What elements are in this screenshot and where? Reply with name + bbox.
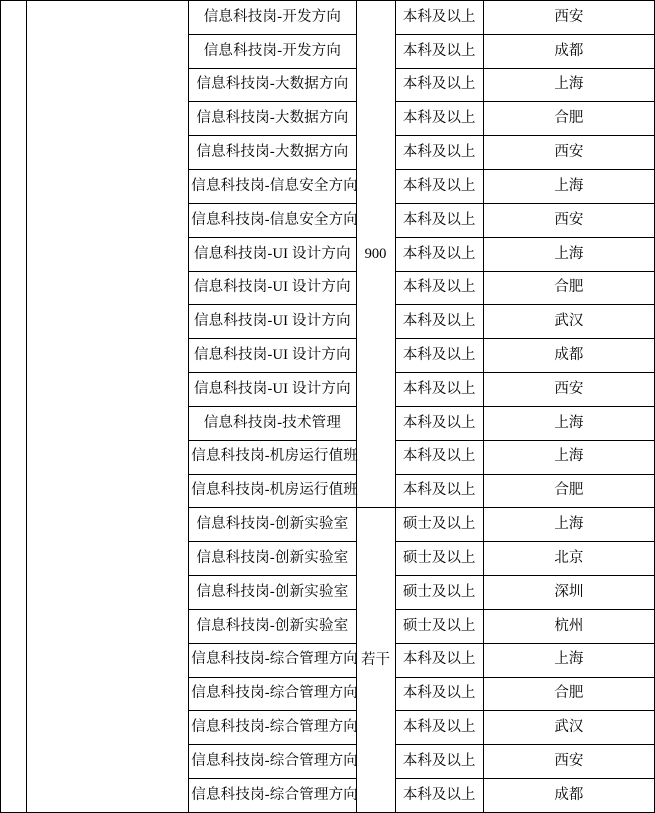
degree-requirement	[395, 576, 483, 610]
position-text: 信息科技岗-综合管理方向	[191, 719, 358, 736]
work-location	[483, 102, 654, 136]
position-text: 信息科技岗-开发方向	[203, 42, 342, 59]
position-name	[189, 576, 356, 610]
work-location	[483, 1, 654, 35]
degree-text: 本科及以上	[402, 279, 476, 296]
position-text: 信息科技岗-创新实验室	[196, 583, 349, 600]
work-location	[483, 339, 654, 373]
position-name	[189, 609, 356, 643]
blank-column-2	[27, 1, 189, 813]
degree-requirement	[395, 102, 483, 136]
city-text: 西安	[554, 144, 584, 161]
degree-requirement	[395, 68, 483, 102]
city-text: 上海	[554, 177, 584, 194]
degree-text: 硕士及以上	[402, 617, 476, 634]
city-text: 合肥	[554, 482, 584, 499]
position-text: 信息科技岗-创新实验室	[196, 617, 349, 634]
table-body	[1, 1, 655, 813]
position-text: 信息科技岗-UI 设计方向	[193, 347, 351, 363]
degree-requirement	[395, 643, 483, 677]
city-text: 深圳	[554, 583, 584, 600]
position-text: 信息科技岗-创新实验室	[196, 516, 349, 533]
city-text: 武汉	[554, 719, 584, 736]
position-name	[189, 711, 356, 745]
degree-requirement	[395, 136, 483, 170]
position-text: 信息科技岗-综合管理方向	[191, 786, 358, 803]
work-location	[483, 305, 654, 339]
degree-text: 本科及以上	[402, 685, 476, 702]
degree-text: 本科及以上	[402, 110, 476, 127]
position-text: 信息科技岗-大数据方向	[196, 144, 349, 161]
city-text: 上海	[554, 516, 584, 533]
work-location	[483, 271, 654, 305]
work-location	[483, 170, 654, 204]
headcount-ruogan	[356, 508, 395, 813]
degree-requirement	[395, 711, 483, 745]
degree-text: 硕士及以上	[402, 549, 476, 566]
work-location	[483, 406, 654, 440]
degree-text: 本科及以上	[402, 448, 476, 465]
degree-requirement	[395, 508, 483, 542]
degree-requirement	[395, 609, 483, 643]
degree-requirement	[395, 203, 483, 237]
position-name	[189, 271, 356, 305]
work-location	[483, 237, 654, 271]
position-name	[189, 203, 356, 237]
position-name	[189, 745, 356, 779]
degree-text: 本科及以上	[402, 752, 476, 769]
position-name	[189, 34, 356, 68]
degree-requirement	[395, 34, 483, 68]
position-name	[189, 677, 356, 711]
work-location	[483, 542, 654, 576]
degree-text: 本科及以上	[402, 144, 476, 161]
position-text: 信息科技岗-机房运行值班	[191, 482, 358, 499]
degree-text: 本科及以上	[402, 651, 476, 668]
position-name	[189, 508, 356, 542]
work-location	[483, 779, 654, 813]
city-text: 成都	[554, 42, 584, 59]
position-name	[189, 237, 356, 271]
degree-text: 本科及以上	[402, 719, 476, 736]
degree-requirement	[395, 474, 483, 508]
degree-text: 硕士及以上	[402, 583, 476, 600]
position-text: 信息科技岗-UI 设计方向	[193, 380, 351, 397]
position-text: 信息科技岗-机房运行值班	[191, 448, 358, 465]
position-name	[189, 102, 356, 136]
headcount-text: 900	[364, 245, 387, 262]
position-text: 信息科技岗-综合管理方向	[191, 752, 358, 769]
position-text: 信息科技岗-UI 设计方向	[193, 245, 351, 262]
blank-column-1	[1, 1, 27, 813]
city-text: 杭州	[554, 617, 584, 634]
degree-requirement	[395, 339, 483, 373]
position-name	[189, 305, 356, 339]
degree-text: 本科及以上	[402, 42, 476, 59]
work-location	[483, 203, 654, 237]
degree-text: 硕士及以上	[402, 516, 476, 533]
position-text: 信息科技岗-UI 设计方向	[193, 279, 351, 296]
degree-text: 本科及以上	[402, 211, 476, 228]
degree-requirement	[395, 170, 483, 204]
position-text: 信息科技岗-开发方向	[203, 8, 342, 25]
position-name	[189, 542, 356, 576]
work-location	[483, 474, 654, 508]
degree-requirement	[395, 406, 483, 440]
work-location	[483, 68, 654, 102]
position-name	[189, 339, 356, 373]
work-location	[483, 576, 654, 610]
position-text: 信息科技岗-技术管理	[203, 414, 342, 431]
city-text: 合肥	[554, 110, 584, 127]
city-text: 合肥	[554, 685, 584, 702]
work-location	[483, 373, 654, 407]
degree-text: 本科及以上	[402, 245, 476, 262]
headcount-text: 若干	[361, 651, 391, 668]
city-text: 西安	[554, 211, 584, 228]
city-text: 上海	[554, 414, 584, 431]
table-row	[1, 1, 655, 35]
degree-text: 本科及以上	[402, 414, 476, 431]
position-text: 信息科技岗-大数据方向	[196, 76, 349, 93]
city-text: 西安	[554, 8, 584, 25]
work-location	[483, 745, 654, 779]
position-name	[189, 474, 356, 508]
degree-requirement	[395, 373, 483, 407]
position-name	[189, 136, 356, 170]
city-text: 成都	[554, 347, 584, 363]
headcount-900	[356, 1, 395, 508]
city-text: 西安	[554, 380, 584, 397]
work-location	[483, 609, 654, 643]
work-location	[483, 508, 654, 542]
city-text: 上海	[554, 448, 584, 465]
degree-text: 本科及以上	[402, 380, 476, 397]
degree-requirement	[395, 677, 483, 711]
position-text: 信息科技岗-信息安全方向	[191, 177, 358, 194]
work-location	[483, 677, 654, 711]
city-text: 上海	[554, 245, 584, 262]
position-name	[189, 68, 356, 102]
work-location	[483, 711, 654, 745]
degree-text: 本科及以上	[402, 482, 476, 499]
degree-text: 本科及以上	[402, 76, 476, 93]
work-location	[483, 136, 654, 170]
position-name	[189, 643, 356, 677]
position-text: 信息科技岗-信息安全方向	[191, 211, 358, 228]
degree-text: 本科及以上	[402, 177, 476, 194]
work-location	[483, 643, 654, 677]
degree-text: 本科及以上	[402, 313, 476, 330]
city-text: 上海	[554, 651, 584, 668]
city-text: 武汉	[554, 313, 584, 330]
position-name	[189, 170, 356, 204]
city-text: 合肥	[554, 279, 584, 296]
degree-requirement	[395, 271, 483, 305]
degree-text: 本科及以上	[402, 347, 476, 363]
degree-text: 本科及以上	[402, 8, 476, 25]
degree-requirement	[395, 1, 483, 35]
city-text: 成都	[554, 786, 584, 803]
degree-requirement	[395, 305, 483, 339]
position-text: 信息科技岗-综合管理方向	[191, 651, 358, 668]
degree-requirement	[395, 237, 483, 271]
position-text: 信息科技岗-创新实验室	[196, 549, 349, 566]
position-text: 信息科技岗-UI 设计方向	[193, 313, 351, 330]
position-name	[189, 440, 356, 474]
position-text: 信息科技岗-综合管理方向	[191, 685, 358, 702]
work-location	[483, 440, 654, 474]
degree-requirement	[395, 542, 483, 576]
city-text: 北京	[554, 549, 584, 566]
work-location	[483, 34, 654, 68]
position-name	[189, 779, 356, 813]
city-text: 上海	[554, 76, 584, 93]
degree-requirement	[395, 440, 483, 474]
city-text: 西安	[554, 752, 584, 769]
position-name	[189, 406, 356, 440]
degree-text: 本科及以上	[402, 786, 476, 803]
position-text: 信息科技岗-大数据方向	[196, 110, 349, 127]
position-name	[189, 1, 356, 35]
position-name	[189, 373, 356, 407]
degree-requirement	[395, 745, 483, 779]
degree-requirement	[395, 779, 483, 813]
